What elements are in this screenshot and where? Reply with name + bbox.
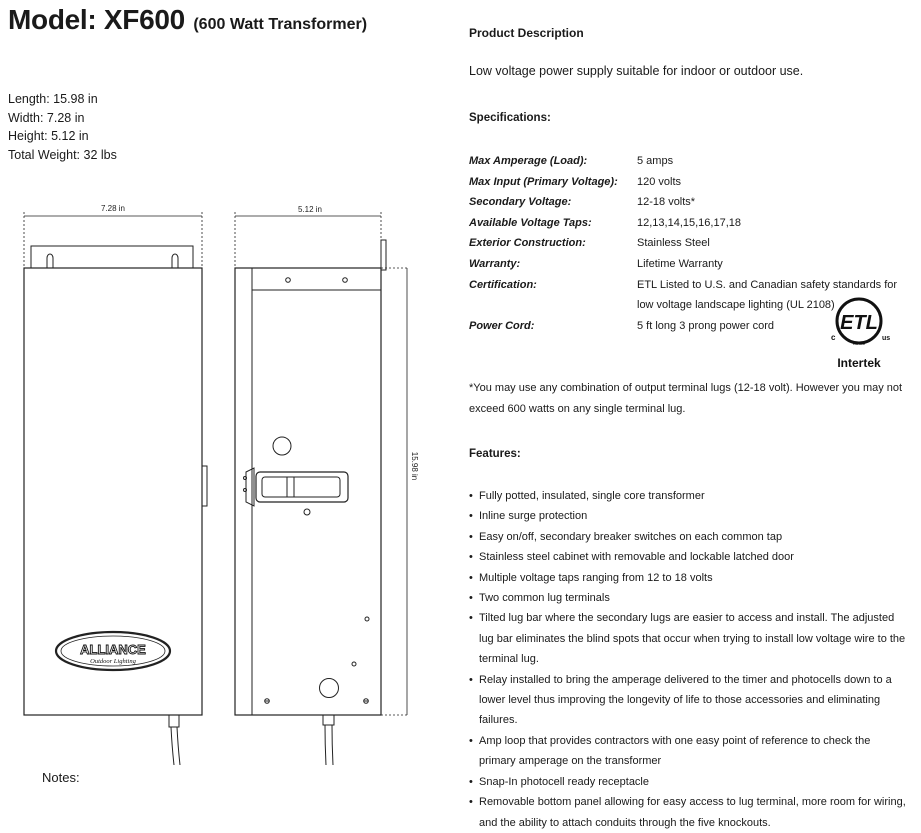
side-depth-label: 5.12 in bbox=[297, 205, 323, 214]
spec-label: Exterior Construction: bbox=[469, 237, 586, 250]
etl-letters: ETL bbox=[840, 312, 878, 334]
etl-listed: LISTED bbox=[852, 342, 866, 346]
intertek-label: Intertek bbox=[837, 356, 881, 370]
description-text: Low voltage power supply suitable for indoor or outdoor use. bbox=[469, 64, 804, 78]
spec-row bbox=[469, 213, 907, 234]
spec-row bbox=[469, 172, 907, 193]
model-subtitle: (600 Watt Transformer) bbox=[193, 16, 368, 33]
spec-value: 12,13,14,15,16,17,18 bbox=[637, 216, 741, 229]
feature-item: • Relay installed to bring the amperage delivered to the timer and photocells down to a lower level thus improving the longevity of life to those accessories and eliminating failures. bbox=[469, 670, 909, 731]
feature-item: • Easy on/off, secondary breaker switches on each common tap bbox=[469, 527, 909, 547]
spec-label: Max Input (Primary Voltage): bbox=[469, 175, 618, 188]
transformer-drawing bbox=[0, 195, 440, 765]
spec-value: Stainless Steel bbox=[637, 237, 710, 250]
spec-label: Available Voltage Taps: bbox=[469, 216, 592, 229]
specifications-heading: Specifications: bbox=[469, 112, 551, 124]
front-view bbox=[24, 212, 207, 765]
etl-certification-mark bbox=[823, 295, 899, 371]
notes-label: Notes: bbox=[42, 770, 80, 785]
spec-row bbox=[469, 233, 907, 254]
side-view bbox=[235, 212, 407, 765]
feature-item: • Inline surge protection bbox=[469, 506, 909, 526]
brand-logo: ALLIANCE bbox=[80, 642, 146, 657]
weight-value: Total Weight: 32 lbs bbox=[8, 148, 117, 163]
spec-value: 5 ft long 3 prong power cord bbox=[637, 319, 774, 332]
spec-value: 12-18 volts* bbox=[637, 196, 696, 209]
spec-label: Power Cord: bbox=[469, 319, 535, 332]
etl-us: us bbox=[882, 335, 891, 342]
spec-value: 5 amps bbox=[637, 155, 674, 167]
spec-label: Secondary Voltage: bbox=[469, 196, 572, 209]
features-heading: Features: bbox=[469, 448, 521, 460]
feature-item: • Removable bottom panel allowing for easy access to lug terminal, more room for wiring, and the ability to attach conduits through the five knockouts. bbox=[469, 792, 909, 833]
side-height-label: 15.98 in bbox=[410, 451, 419, 481]
spec-row bbox=[469, 151, 907, 172]
feature-item: • Two common lug terminals bbox=[469, 588, 909, 608]
spec-value: ETL Listed to U.S. and Canadian safety standards for low voltage landscape lighting (UL 2108) bbox=[637, 278, 898, 312]
page-title bbox=[8, 4, 367, 36]
spec-row bbox=[469, 192, 907, 213]
description-heading: Product Description bbox=[469, 26, 584, 40]
brand-logo-sub: Outdoor Lighting bbox=[90, 658, 136, 665]
length-value: Length: 15.98 in bbox=[8, 92, 98, 106]
etl-c: c bbox=[831, 333, 836, 342]
spec-row bbox=[469, 254, 907, 275]
front-width-label: 7.28 in bbox=[100, 204, 126, 213]
feature-item: • Snap-In photocell ready receptacle bbox=[469, 772, 909, 792]
features-list bbox=[469, 486, 909, 833]
feature-item: • Stainless steel cabinet with removable and lockable latched door bbox=[469, 547, 909, 567]
spec-value: Lifetime Warranty bbox=[637, 257, 723, 270]
feature-item: • Tilted lug bar where the secondary lugs are easier to access and install. The adjusted lug bar eliminates the blind spots that occur when trying to install low voltage wire to the terminal lug. bbox=[469, 608, 909, 669]
feature-item: • Amp loop that provides contractors with one easy point of reference to check the primary amperage on the transformer bbox=[469, 731, 909, 772]
width-value: Width: 7.28 in bbox=[8, 110, 85, 125]
model-title: Model: XF600 bbox=[8, 4, 185, 35]
spec-label: Max Amperage (Load): bbox=[469, 155, 588, 167]
dimensions-list bbox=[8, 90, 117, 165]
feature-item: • Fully potted, insulated, single core transformer bbox=[469, 486, 909, 506]
feature-item: • Multiple voltage taps ranging from 12 to 18 volts bbox=[469, 568, 909, 588]
spec-value: 120 volts bbox=[637, 175, 682, 188]
spec-label: Certification: bbox=[469, 278, 537, 291]
spec-label: Warranty: bbox=[469, 257, 521, 270]
footnote: *You may use any combination of output terminal lugs (12-18 volt). However you may not exceed 600 watts on any single terminal lug. bbox=[469, 382, 903, 415]
height-value: Height: 5.12 in bbox=[8, 129, 89, 144]
